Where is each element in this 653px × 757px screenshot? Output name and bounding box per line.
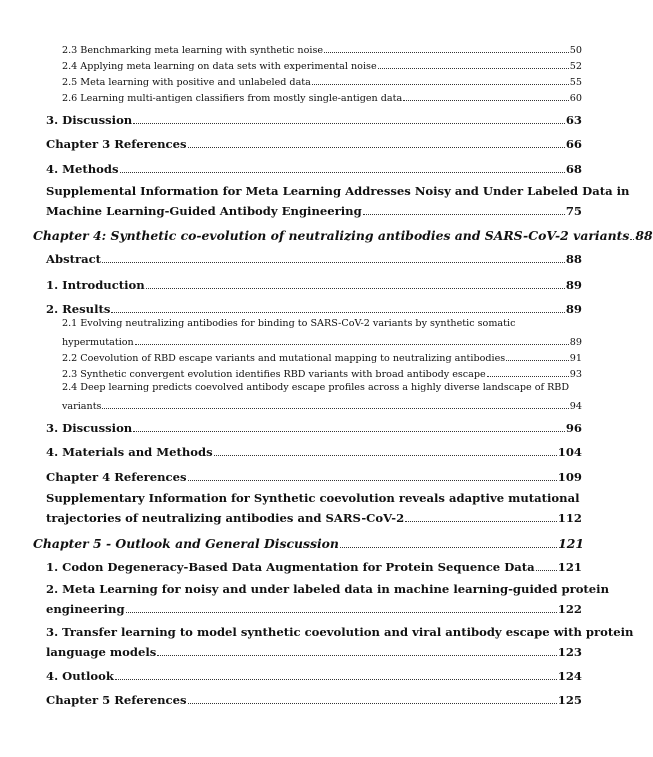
dot-leader [133, 123, 565, 124]
toc-entry[interactable] [33, 534, 584, 551]
dot-leader [102, 408, 568, 409]
dot-leader [403, 100, 569, 101]
toc-page-number: 50 [569, 45, 582, 56]
toc-page-number: 89 [565, 278, 582, 292]
toc-page-number: 109 [557, 470, 582, 484]
toc-page-number: 121 [558, 536, 584, 551]
toc-entry-title: trajectories of neutralizing antibodies and SARS-CoV-2 [46, 511, 405, 525]
toc-page-number: 104 [557, 445, 582, 459]
toc-entry[interactable] [46, 135, 582, 151]
toc-page-number: 94 [569, 401, 582, 412]
toc-entry-title: 4. Materials and Methods [46, 445, 213, 459]
toc-page-number: 63 [565, 113, 582, 127]
toc-page-number: 68 [565, 162, 582, 176]
dot-leader [312, 84, 569, 85]
toc-entry-title: 1. Introduction [46, 278, 145, 292]
toc-entry-title: 4. Outlook [46, 669, 114, 683]
toc-entry-title: 2.3 Synthetic convergent evolution identifies RBD variants with broad antibody escape [62, 369, 486, 380]
toc-entry-title-line[interactable]: 2. Meta Learning for noisy and under labeled data in machine learning-guided protein [46, 582, 609, 596]
toc-entry[interactable] [46, 643, 582, 659]
toc-page-number: 52 [569, 61, 582, 72]
toc-entry-title: hypermutation [62, 337, 134, 348]
toc-entry[interactable] [46, 111, 582, 127]
toc-page-number: 93 [569, 369, 582, 380]
dot-leader [487, 376, 569, 377]
toc-entry-title: 4. Methods [46, 162, 119, 176]
toc-entry-title: Machine Learning-Guided Antibody Engineering [46, 204, 362, 218]
toc-entry[interactable] [46, 558, 582, 574]
toc-entry[interactable] [62, 366, 582, 380]
toc-entry[interactable] [46, 419, 582, 435]
toc-entry-title: Chapter 4 References [46, 470, 187, 484]
toc-entry-title-line[interactable]: 3. Transfer learning to model synthetic coevolution and viral antibody escape with protein [46, 625, 634, 639]
toc-entry-title: 2.5 Meta learning with positive and unlabeled data [62, 77, 311, 88]
toc-entry[interactable] [46, 667, 582, 683]
toc-entry[interactable] [46, 468, 582, 484]
dot-leader [188, 147, 565, 148]
toc-page-number: 60 [569, 93, 582, 104]
toc-entry-title: 2.4 Applying meta learning on data sets with experimental noise [62, 61, 377, 72]
toc-entry-title: 2. Results [46, 302, 111, 316]
toc-entry[interactable] [46, 250, 582, 266]
toc-entry[interactable] [46, 160, 582, 176]
toc-page-number: 75 [565, 204, 582, 218]
toc-page-number: 96 [565, 421, 582, 435]
toc-entry-title-line[interactable]: 2.1 Evolving neutralizing antibodies for binding to SARS-CoV-2 variants by synthetic somatic [62, 318, 516, 329]
toc-page-number: 89 [565, 302, 582, 316]
toc-entry[interactable] [46, 443, 582, 459]
toc-page-number: 88 [635, 228, 653, 243]
toc-page-number: 123 [557, 645, 582, 659]
toc-entry[interactable] [62, 398, 582, 412]
toc-entry-title: 3. Discussion [46, 113, 133, 127]
toc-entry[interactable] [62, 90, 582, 104]
toc-entry-title-line[interactable]: Supplemental Information for Meta Learning Addresses Noisy and Under Labeled Data in [46, 184, 630, 198]
toc-page-number: 121 [557, 560, 582, 574]
toc-entry-title: Chapter 4: Synthetic co-evolution of neutralizing antibodies and SARS-CoV-2 variants [33, 228, 630, 243]
dot-leader [324, 52, 569, 53]
dot-leader [536, 570, 557, 571]
toc-page-number: 112 [557, 511, 582, 525]
toc-page-number: 88 [565, 252, 582, 266]
toc-entry-title: engineering [46, 602, 125, 616]
toc-entry[interactable] [62, 58, 582, 72]
dot-leader [126, 612, 557, 613]
toc-entry-title: Chapter 5 References [46, 693, 187, 707]
toc-entry-title: Chapter 3 References [46, 137, 187, 151]
toc-entry-title: 2.6 Learning multi-antigen classifiers from mostly single-antigen data [62, 93, 403, 104]
toc-entry-title: Abstract [46, 252, 102, 266]
toc-entry[interactable] [46, 300, 582, 316]
toc-entry[interactable] [46, 202, 582, 218]
toc-page-number: 124 [557, 669, 582, 683]
toc-page-number: 122 [557, 602, 582, 616]
toc-entry-title-line[interactable]: Supplementary Information for Synthetic coevolution reveals adaptive mutational [46, 491, 580, 505]
dot-leader [363, 214, 565, 215]
toc-entry[interactable] [46, 600, 582, 616]
dot-leader [214, 455, 557, 456]
toc-entry-title: language models [46, 645, 157, 659]
toc-entry[interactable] [62, 334, 582, 348]
toc-page-number: 125 [557, 693, 582, 707]
dot-leader [506, 360, 569, 361]
dot-leader [115, 679, 557, 680]
toc-entry-title: Chapter 5 - Outlook and General Discussion [33, 536, 339, 551]
dot-leader [340, 547, 557, 548]
toc-page-number: 91 [569, 353, 582, 364]
toc-entry[interactable] [46, 509, 582, 525]
toc-page-number: 66 [565, 137, 582, 151]
dot-leader [120, 172, 565, 173]
toc-entry[interactable] [62, 42, 582, 56]
dot-leader [188, 480, 557, 481]
dot-leader [188, 703, 557, 704]
toc-entry-title: 1. Codon Degeneracy-Based Data Augmentation for Protein Sequence Data [46, 560, 535, 574]
dot-leader [405, 521, 557, 522]
toc-entry[interactable] [62, 74, 582, 88]
dot-leader [146, 288, 565, 289]
dot-leader [157, 655, 556, 656]
dot-leader [135, 344, 569, 345]
toc-entry-title-line[interactable]: 2.4 Deep learning predicts coevolved antibody escape profiles across a highly diverse landscape of RBD [62, 382, 570, 393]
dot-leader [630, 239, 634, 240]
toc-entry[interactable] [46, 276, 582, 292]
toc-entry-title: variants [62, 401, 102, 412]
toc-entry[interactable] [46, 691, 582, 707]
dot-leader [133, 431, 565, 432]
dot-leader [102, 262, 565, 263]
dot-leader [378, 68, 569, 69]
toc-entry[interactable] [62, 350, 582, 364]
toc-page-number: 89 [569, 337, 582, 348]
toc-entry-title: 3. Discussion [46, 421, 133, 435]
toc-entry-title: 2.2 Coevolution of RBD escape variants and mutational mapping to neutralizing antibodies [62, 353, 506, 364]
toc-entry-title: 2.3 Benchmarking meta learning with synthetic noise [62, 45, 324, 56]
toc-page-number: 55 [569, 77, 582, 88]
toc-entry[interactable] [33, 226, 653, 243]
dot-leader [111, 312, 564, 313]
